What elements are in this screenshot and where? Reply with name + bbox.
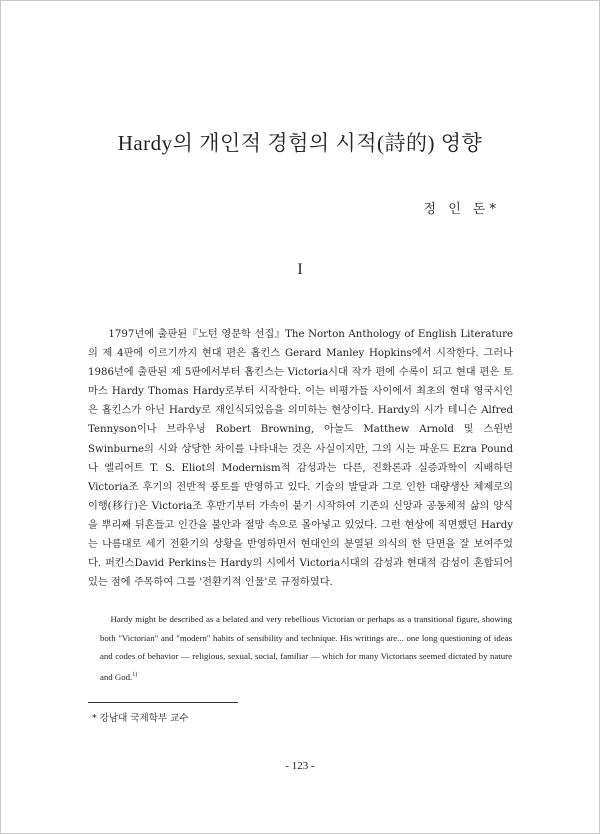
body-paragraph: 1797년에 출판된『노턴 영문학 선집』The Norton Anthology of English Literature의 제 4판에 이르기까지 현대 편은 홉킨스 Gerard Manley Hopkins에서 시작한다. 그러나 1986년에 출판된 제 5판에서부터 홉킨스는 Victoria시대 작가 편에 수록이 되고 현대 편은 토마스 Hardy Thomas Hardy로부터 시작한다. 이는 비평가들 사이에서 최초의 현대 영국시인은 홉킨스가 아닌 Hardy로 재인식되었음을 의미하는 현상이다. Hardy의 시가 테니슨 Alfred Tennyson이나 브라우닝 Robert Browning, 아놀드 Matthew Arnold 및 스윈번 Swinburne의 시와 상당한 차이를 나타내는 것은 사실이지만, 그의 시는 파운드 Ezra Pound나 엘리어트 T. S. Eliot의 Modernism적 감성과는 다른, 진화론과 실증과학이 지배하던 Victoria조 후기의 전반적 풍토를 반영하고 있다. 기술의 발달과 그로 인한 대량생산 체제로의 이행(移行)은 Victoria조 후반기부터 가속이 붙기 시작하여 기존의 신앙과 공동체적 삶의 양식을 뿌리째 뒤흔들고 인간을 불안과 절망 속으로 몰아넣고 있었다. 그런 현상에 직면했던 Hardy는 나름대로 세기 전환기의 상황을 반영하면서 현대인의 분열된 의식의 한 단면을 잘 보여주었다. 퍼킨스David Perkins는 Hardy의 시에서 Victoria시대의 감성과 현대적 감성이 혼합되어 있는 점에 주목하여 그를 '전환기적 인물'로 규정하였다. (88, 329, 513, 589)
page-number: - 123 - (285, 760, 315, 772)
footnote-divider (88, 702, 238, 703)
block-quote-text: Hardy might be described as a belated and very rebellious Victorian or perhaps as a transitional figure, showing both "Victorian" and "modern" habits of sensibility and technique. His writings are... one long questioning of ideas and codes of behavior — religious, sexual, social, familiar — which for many Victorians seemed dictated by nature and God. (100, 614, 512, 682)
article-title: Hardy의 개인적 경험의 시적(詩的) 영향 (117, 131, 483, 155)
author-footnote: * 강남대 국제학부 교수 (92, 713, 189, 724)
author-name: 정 인 돈* (423, 202, 500, 217)
block-quote (100, 610, 512, 686)
section-heading: I (297, 261, 303, 278)
footnote-reference: 1) (132, 671, 138, 678)
